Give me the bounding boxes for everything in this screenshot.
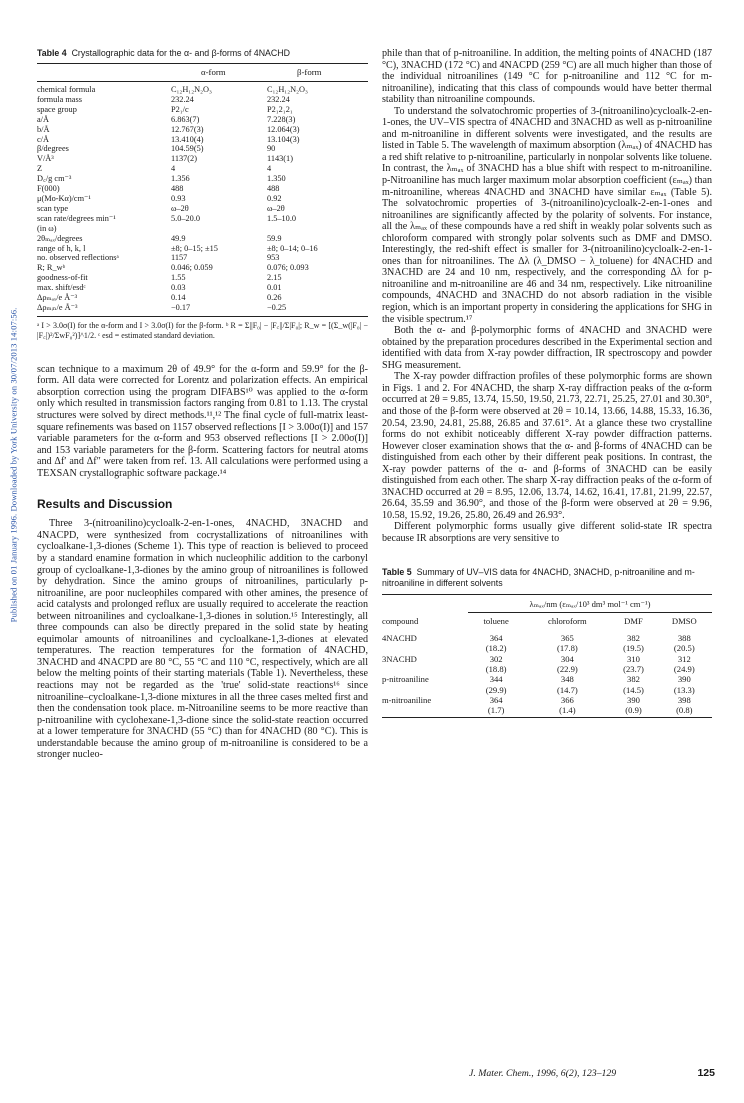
table4-row-label: max. shift/esdᶜ: [37, 283, 86, 293]
table4-row-label: no. observed reflectionsᵃ: [37, 253, 119, 263]
table5-row: [382, 654, 712, 664]
table4-row: [37, 95, 368, 105]
table5-lambda-value: 365: [560, 633, 574, 644]
table4-row: [37, 253, 368, 263]
left-column: [37, 48, 368, 761]
table4-beta-value: [267, 224, 368, 234]
table4-row-label: β/degrees: [37, 144, 69, 154]
table5-eps-value: (19.5): [623, 643, 644, 654]
table4-alpha-value: 1137(2): [171, 154, 197, 164]
table4-beta-value: 1.350: [267, 174, 286, 184]
table5-col-dmf: DMF: [624, 615, 643, 626]
table5: [382, 595, 712, 716]
table4-alpha-value: 1157: [171, 253, 188, 263]
table4-label: Table 4: [37, 48, 67, 58]
table5-label: Table 5: [382, 566, 412, 577]
table5-eps-row: [382, 705, 712, 715]
table5-lambda-value: 390: [677, 674, 691, 685]
right-paragraph-4: The X-ray powder diffraction profiles of these polymorphic forms are shown in Figs. 1 and 2. For 4NACHD, the sharp X-ray diffraction peaks of the α-form occurred at 2θ = 9.85, 13.74, 15.50, 19.50, 21.73, 22.71, 25.25, 27.01 and 30.30°, and those of the β-form were observed at 2θ = 10.14, 13.66, 14.88, 15.33, 16.36, 20.54, 23.90, 24.81, 25.88, 26.85 and 37.61°. At a glance these two crystalline forms do not exhibit noticeably different X-ray powder diffraction patterns. However closer examination shows that the α- and β-forms of 4NACHD can be distinguished from each other by their different peak positions. In contrast, the X-ray powder patterns of the α- and β-forms of 3NACHD can be easily distinguished from each other. The sharp X-ray diffraction peaks of the α-form of 3NACHD occurred at 2θ = 8.95, 12.06, 13.74, 14.62, 16.41, 17.81, 21.99, 22.57, 26.64, 35.59 and 36.90°, and those of the β-form were observed at 2θ = 9.96, 10.58, 15.92, 19.26, 25.80, 26.49 and 26.93°.: [382, 371, 712, 521]
table5-eps-row: [382, 643, 712, 653]
table5-eps-value: (22.9): [556, 664, 578, 674]
table4-beta-value: ±8; 0–14; 0–16: [267, 243, 318, 253]
table5-lambda-value: 302: [489, 653, 503, 664]
table4-row-label: chemical formula: [37, 85, 96, 94]
table5-lambda-value: 348: [560, 674, 574, 685]
table4-row: [37, 273, 368, 283]
table4-row: [37, 174, 368, 184]
table5-lambda-value: 364: [489, 633, 503, 644]
table4-row: [37, 115, 368, 125]
table4-row: [37, 194, 368, 204]
table4-alpha-value: 104.59(5): [171, 144, 204, 154]
table4-alpha-value: 6.863(7): [171, 114, 200, 124]
table4-row-label: space group: [37, 104, 77, 114]
table4-row: [37, 234, 368, 244]
table5-eps-value: (1.7): [487, 705, 505, 716]
table4-row-label: formula mass: [37, 94, 82, 104]
table4-row-label: scan rate/degrees min⁻¹: [37, 213, 116, 223]
table4-beta-value: 953: [267, 253, 280, 263]
table4-row: [37, 204, 368, 214]
table4-row-label: D꜀/g cm⁻³: [37, 174, 72, 184]
table4-row-label: R; R_wᵇ: [37, 263, 66, 273]
table4-beta-value: 1143(1): [267, 154, 293, 164]
table4-row-label: Δρₘᵢₙ/e Å⁻³: [37, 302, 78, 312]
table4-row-label: goodness-of-fit: [37, 273, 88, 283]
table4-caption: [37, 48, 368, 59]
table5-eps-value: (0.9): [625, 705, 642, 716]
table4-beta-value: 488: [267, 184, 280, 194]
page-footer: [469, 1067, 715, 1079]
table4-alpha-value: ±8; 0–15; ±15: [171, 243, 218, 253]
table5-lambda-value: 382: [627, 674, 640, 685]
left-paragraph-2: Three 3-(nitroanilino)cycloalk-2-en-1-ones, 4NACHD, 3NACHD and 4NACPD, were synthesized from cocrystallizations of nitroanilines with cycloalkane-1,3-diones (Scheme 1). This type of reaction is believed to proceed by a standard enamine formation in which nucleophilic addition to the carbonyl group of cycloalkane-1,3-diones by the amino group of nitroanilines is followed by dehydration. Since the amino groups of nitroanilines, particularly p-nitroaniline, are poor nucleophiles compared with other amines, the presence of acid catalysts and prolonged reflux are usually required to accelerate the reaction between nitroanilines and cycloalkane-1,3-diones in solution.¹⁵ Interestingly, all three compounds can also be directly prepared in the solid state by heating equimolar amounts of nitroanilines and cycloalkane-1,3-diones at elevated temperatures. The reaction temperatures for the formation of 4NACHD, 3NACHD and 4NACPD are 80 °C, 55 °C and 110 °C, respectively, which are all below the melting points of their starting materials (Table 1). Nevertheless, these reactions may not be regarded as the 'true' solid-state reactions¹⁶ since nitroaniline–cycloalkane-1,3-dione mixtures in all the three cases melted first and then the condensation took place. m-Nitroaniline seems to be more reactive than p-nitroaniline with cyclohexane-1,3-dione since the solid-state reaction occurred at a lower temperature for 3NACHD (55 °C) than for 4NACHD (80 °C). This is understandable because the amino group of m-nitroaniline is considered to be a stronger nucleo-: [37, 518, 368, 761]
table5-eps-value: (18.2): [485, 643, 507, 654]
table4-beta-value: 12.064(3): [267, 124, 300, 134]
table4-row-label: range of h, k, l: [37, 243, 86, 253]
table5-col-dmso: DMSO: [671, 615, 697, 626]
table5-lambda-value: 304: [560, 653, 574, 664]
table5-col-toluene: toluene: [483, 615, 509, 626]
table4-row: [37, 184, 368, 194]
table4-row: [37, 244, 368, 254]
table4-col-beta: β-form: [297, 67, 322, 77]
table4-alpha-value: −0.17: [171, 302, 191, 312]
table4-alpha-value: 232.24: [171, 94, 194, 104]
table4-beta-value: 4: [267, 164, 272, 174]
table4-beta-value: 2.15: [267, 273, 282, 283]
table4-row: [37, 154, 368, 164]
table4: [37, 85, 368, 313]
table4-beta-value: 59.9: [267, 233, 282, 243]
table4-alpha-value: C₁₂H₁₂N₂O₃: [171, 85, 212, 94]
table5-compound: 4NACHD: [382, 633, 417, 644]
table5-col-compound: compound: [382, 615, 419, 626]
table4-alpha-value: 4: [171, 164, 176, 174]
table5-eps-value: (14.7): [556, 684, 578, 695]
table4-beta-value: 90: [267, 144, 276, 154]
table4-row-label: 2θₘₐₓ/degrees: [37, 233, 83, 243]
table5-lambda-value: 364: [489, 694, 503, 705]
table4-alpha-value: 13.410(4): [171, 134, 204, 144]
table4-beta-value: 0.076; 0.093: [267, 263, 309, 273]
table5-lambda-value: 382: [627, 633, 640, 644]
right-paragraph-1: phile than that of p-nitroaniline. In addition, the melting points of 4NACHD (187 °C), 3NACHD (172 °C) and 4NACPD (259 °C) are all much higher than those of the individual nitroanilines (149 °C for p-nitroaniline and 112 °C for m-nitroaniline), indicating that this class of compounds would have better thermal stability than nitroaniline compounds.: [382, 48, 712, 106]
table4-alpha-value: 0.14: [171, 293, 186, 303]
table5-eps-value: (1.4): [559, 705, 576, 716]
table4-alpha-value: 1.55: [171, 273, 186, 283]
table4-beta-value: −0.25: [267, 302, 287, 312]
table4-alpha-value: P2₁/c: [171, 104, 189, 114]
table4-alpha-value: 1.356: [171, 174, 190, 184]
table4-row-label: scan type: [37, 203, 69, 213]
table4-row: [37, 303, 368, 313]
table4-beta-value: C₁₂H₁₂N₂O₃: [267, 85, 308, 94]
table4-beta-value: 13.104(3): [267, 134, 300, 144]
table5-eps-value: (17.8): [556, 643, 578, 654]
table4-row-label: μ(Mo-Kα)/cm⁻¹: [37, 193, 91, 203]
table4-row: [37, 105, 368, 115]
table4-header: [37, 64, 368, 81]
table4-row-label: Z: [37, 164, 43, 174]
table4-beta-value: P2₁2₁2₁: [267, 104, 293, 114]
table4-beta-value: 0.01: [267, 283, 282, 293]
download-watermark: [4, 230, 22, 700]
table5-caption-text: Summary of UV–VIS data for 4NACHD, 3NACHD, p-nitroaniline and m-nitroaniline in different solvents: [382, 566, 695, 588]
table5-row: [382, 630, 712, 643]
table5-compound: 3NACHD: [382, 653, 417, 664]
table5-lambda-value: 310: [627, 653, 640, 664]
table4-alpha-value: 0.046; 0.059: [171, 263, 213, 273]
table5-lambda-value: 344: [489, 674, 503, 685]
table4-beta-value: 7.228(3): [267, 114, 296, 124]
table4-alpha-value: 488: [171, 184, 184, 194]
table4-row: [37, 144, 368, 154]
table4-beta-value: 0.26: [267, 293, 282, 303]
table4-row-label: c/Å: [37, 134, 49, 144]
table4-header-rule: [37, 81, 368, 82]
table4-alpha-value: 49.9: [171, 233, 186, 243]
table5-bottom-rule: [382, 717, 712, 718]
table5-lambda-value: 312: [677, 653, 691, 664]
table5-col-chloroform: chloroform: [548, 615, 587, 626]
table4-row: [37, 263, 368, 273]
table4-alpha-value: 5.0–20.0: [171, 213, 201, 223]
table4-row: [37, 85, 368, 95]
table4-bottom-rule: [37, 316, 368, 317]
table5-compound: p-nitroaniline: [382, 674, 429, 685]
table4-row: [37, 224, 368, 234]
table4-alpha-value: ω–2θ: [171, 203, 189, 213]
table5-eps-row: [382, 685, 712, 695]
page-number: 125: [697, 1067, 715, 1079]
table4-row-label: F(000): [37, 184, 60, 194]
table4-row-label: (in ω): [37, 223, 57, 233]
table5-lambda-value: 388: [677, 633, 691, 644]
table4-row: [37, 293, 368, 303]
table5-caption: [382, 567, 712, 589]
table4-beta-value: 0.92: [267, 193, 282, 203]
table5-eps-value: (29.9): [485, 684, 507, 695]
table5-eps-value: (18.8): [485, 664, 507, 674]
table4-row-label: a/Å: [37, 114, 49, 124]
table5-eps-value: (13.3): [673, 684, 695, 695]
table4-alpha-value: 0.03: [171, 283, 186, 293]
table4-row-label: b/Å: [37, 124, 50, 134]
left-paragraph-1: scan technique to a maximum 2θ of 49.9° for the α-form and 59.9° for the β-form. All data were corrected for Lorentz and polarization effects. An empirical absorption correction using the program DIFABS¹⁰ was applied to the α-form only which resulted in transmission factors ranging from 0.81 to 1.13. The crystal structures were solved by direct methods.¹¹,¹² The final cycle of full-matrix least-square refinements was based on 1157 observed reflections [I > 3.00σ(I)] and 157 variable parameters for the α-form and 953 observed reflections [I > 2.00σ(I)] and 153 variable parameters for the β-form. Scattering factors for neutral atoms and Δf′ and Δf″ were taken from ref. 13. All calculations were performed using a TEXSAN crystallographic software package.¹⁴: [37, 363, 368, 479]
table5-eps-value: (0.8): [676, 705, 693, 716]
right-column: [382, 48, 712, 718]
download-watermark-text: Published on 01 January 1996. Downloaded by York University on 30/07/2013 14:07:56.: [8, 307, 18, 623]
table4-footnote: ᵃ I > 3.0σ(I) for the α-form and I > 3.0σ(I) for the β-form. ᵇ R = Σ||F₀| − |F꜀||/Σ|F₀|; R_w = [(Σ_w(|F₀| − |F꜀|)²/ΣwF₀²)]^1/2. ᶜ esd = estimated standard deviation.: [37, 320, 368, 340]
right-paragraph-2: To understand the solvatochromic properties of 3-(nitroanilino)cycloalk-2-en-1-ones, the UV–VIS spectra of 4NACHD and 3NACHD as well as p-nitroaniline and m-nitroaniline in different solvents were investigated, and the results are listed in Table 5. The wavelength of maximum absorption (λₘₐₓ) of 4NACHD has a red shift relative to p-nitroaniline, particularly in nonpolar solvents like toluene. In contrast, the λₘₐₓ of 3NACHD has a blue shift with respect to m-nitroaniline. p-Nitroaniline has much larger maximum molar absorption coefficient (εₘₐₓ) than m-nitroaniline, whereas 4NACHD and 3NACHD have similar εₘₐₓ (Table 5). The solvatochromic properties of 3-(nitroanilino)cycloalk-2-en-1-ones and nitroanilines are significantly affected by the polarity of solvents. For instance, all the λₘₐₓ of these compounds have a red shift in weakly polar solvents such as chloroform compared with strongly polar solvents such as DMF and DMSO. Interestingly, the red-shift effect is smaller for 3-(nitroanilino)cycloalk-2-en-1-ones than for nitroanilines. The Δλ (λ_DMSO − λ_toluene) for 4NACHD and 3NACHD are 24 and 10 nm, respectively, and the corresponding Δλ for p-nitroaniline and m-nitroaniline are 46 and 34 nm, respectively. Like nitroaniline compounds, 4NACHD and 3NACHD do not absorb radiation in the visible region, which is an important property in considering the applications for SHG in the visible spectrum.¹⁷: [382, 105, 712, 325]
table4-row: [37, 125, 368, 135]
table4-row-label: Δρₘₐₓ/e Å⁻³: [37, 293, 78, 303]
table4-alpha-value: 12.767(3): [171, 124, 204, 134]
journal-citation: J. Mater. Chem., 1996, 6(2), 123–129: [469, 1068, 617, 1079]
table5-lambda-value: 398: [677, 694, 691, 705]
table5-eps-value: (23.7): [623, 664, 644, 674]
table5-compound: m-nitroaniline: [382, 694, 432, 705]
table4-alpha-value: [171, 224, 267, 234]
table4-beta-value: 232.24: [267, 94, 290, 104]
table4-row-label: V/Å³: [37, 154, 54, 164]
table5-eps-value: (24.9): [673, 664, 695, 674]
right-paragraph-5: Different polymorphic forms usually give different solid-state IR spectra because IR absorptions are very sensitive to: [382, 521, 712, 544]
table4-row: [37, 214, 368, 224]
table4-beta-value: ω–2θ: [267, 203, 285, 213]
table5-lambda-value: 366: [560, 694, 574, 705]
table5-lambda-value: 390: [627, 694, 640, 705]
table4-row: [37, 164, 368, 174]
table5-eps-value: (14.5): [623, 684, 644, 695]
table5-span-header: λₘₐₓ/nm (εₘₐₓ/10³ dm³ mol⁻¹ cm⁻¹): [468, 595, 712, 613]
table5-eps-value: (20.5): [673, 643, 695, 654]
right-paragraph-3: Both the α- and β-polymorphic forms of 4NACHD and 3NACHD were obtained by the preparation procedures described in the Experimental section and identified with data from X-ray powder diffraction, IR spectroscopy and powder SHG measurement.: [382, 325, 712, 371]
table4-row: [37, 283, 368, 293]
table5-row: [382, 674, 712, 684]
table4-beta-value: 1.5–10.0: [267, 213, 297, 223]
table4-alpha-value: 0.93: [171, 193, 186, 203]
table4-col-alpha: α-form: [201, 67, 226, 77]
table5-eps-row: [382, 664, 712, 674]
section-heading: Results and Discussion: [37, 497, 173, 512]
table4-row: [37, 135, 368, 145]
table4-caption-text: Crystallographic data for the α- and β-forms of 4NACHD: [71, 48, 290, 58]
table5-row: [382, 695, 712, 705]
